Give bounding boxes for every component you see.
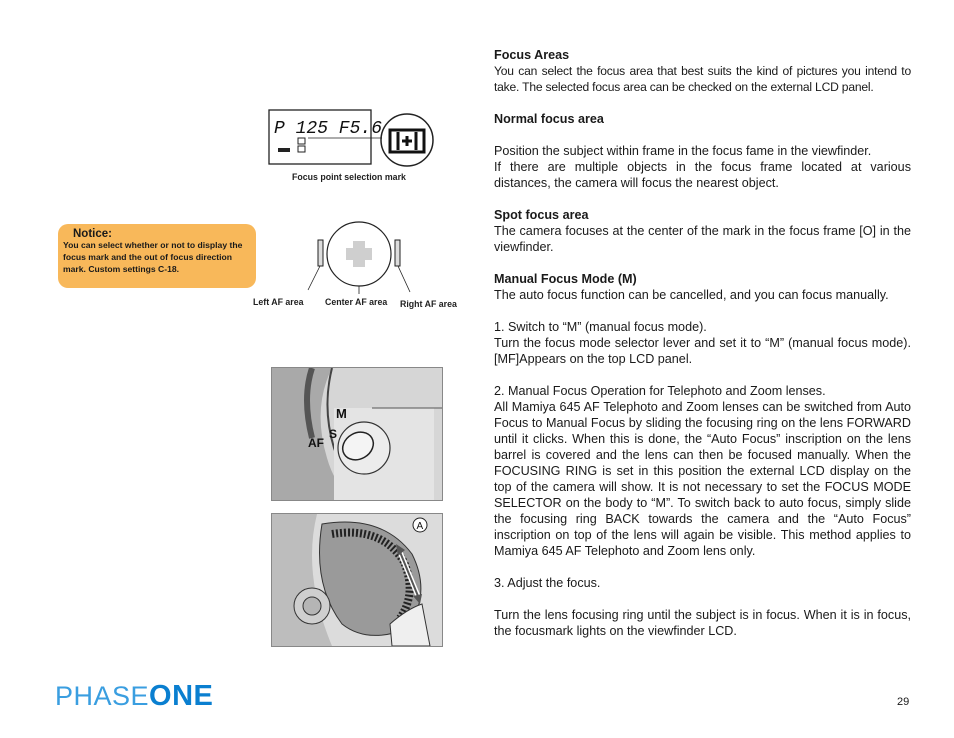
notice-body: You can select whether or not to display the focus mark and the out of focus direction mark. Custom settings C-18. — [63, 240, 243, 274]
spot-focus-heading: Spot focus area — [494, 208, 589, 222]
lcd-readout-text: P 125 F5.6 — [274, 119, 383, 139]
step1-title: 1. Switch to “M” (manual focus mode). — [494, 320, 707, 334]
lens-ring-illustration — [272, 514, 442, 646]
af-area-figure — [300, 218, 420, 294]
left-af-label: Left AF area — [253, 297, 304, 307]
manual-focus-body: The auto focus function can be cancelled, and you can focus manually. — [494, 288, 889, 302]
normal-focus-heading: Normal focus area — [494, 112, 604, 126]
step3-body: Turn the lens focusing ring until the subject is in focus. When it is in focus, the focusmark lights on the viewfinder LCD. — [494, 608, 911, 638]
phase-one-logo — [55, 680, 213, 713]
normal-focus-body-2: If there are multiple objects in the focus frame located at various distances, the camera will focus the nearest object. — [494, 160, 911, 190]
focus-areas-body: You can select the focus area that best suits the kind of pictures you intend to take. The selected focus area can be checked on the external LCD panel. — [494, 64, 911, 94]
notice-box — [58, 224, 256, 288]
step1-body: Turn the focus mode selector lever and set it to “M” (manual focus mode). [MF]Appears on the top LCD panel. — [494, 336, 911, 366]
focus-point-caption: Focus point selection mark — [292, 172, 406, 182]
lens-focusing-ring-photo — [271, 513, 443, 647]
manual-focus-heading: Manual Focus Mode (M) — [494, 272, 637, 286]
main-text-column — [494, 47, 911, 639]
center-af-label: Center AF area — [325, 297, 388, 307]
normal-focus-body-1: Position the subject within frame in the focus fame in the viewfinder. — [494, 144, 872, 158]
page-number: 29 — [897, 696, 910, 708]
dial-m-label: M — [336, 406, 347, 421]
focus-mode-selector-photo — [271, 367, 443, 501]
spot-focus-body: The camera focuses at the center of the mark in the focus frame [O] in the viewfinder. — [494, 224, 911, 254]
lcd-figure — [268, 108, 438, 168]
logo-bold-text: ONE — [149, 680, 214, 712]
step2-title: 2. Manual Focus Operation for Telephoto and Zoom lenses. — [494, 384, 826, 398]
step3-title: 3. Adjust the focus. — [494, 576, 601, 590]
logo-thin-text: PHASE — [55, 681, 150, 711]
right-af-label: Right AF area — [400, 299, 457, 309]
step2-body: All Mamiya 645 AF Telephoto and Zoom lenses can be switched from Auto Focus to Manual Focus by sliding the focusing ring on the lens FORWARD until it clicks. When this is done, the “Auto Focus” inscription on the lens barrel is covered and the lens can then be focused manually. When the FOCUSING RING is set in this position the external LCD display on the top of the camera will show. It is not necessary to set the FOCUS MODE SELECTOR on the body to “M”. To switch back to auto focus, simply slide the focusing ring BACK towards the camera and the “Auto Focus” inscription on top of the lens will again be visible. This method applies to Mamiya 645 AF Telephoto and Zoom lens only. — [494, 400, 911, 558]
focus-mode-selector-illustration — [272, 368, 442, 500]
notice-title: Notice: — [73, 228, 112, 240]
dial-s-label: S — [329, 427, 338, 441]
focus-areas-heading: Focus Areas — [494, 48, 570, 62]
lcd-panel-illustration — [268, 108, 438, 168]
photo2-marker-a: A — [416, 521, 424, 532]
af-area-illustration — [300, 218, 420, 294]
dial-af-label: AF — [308, 436, 324, 450]
